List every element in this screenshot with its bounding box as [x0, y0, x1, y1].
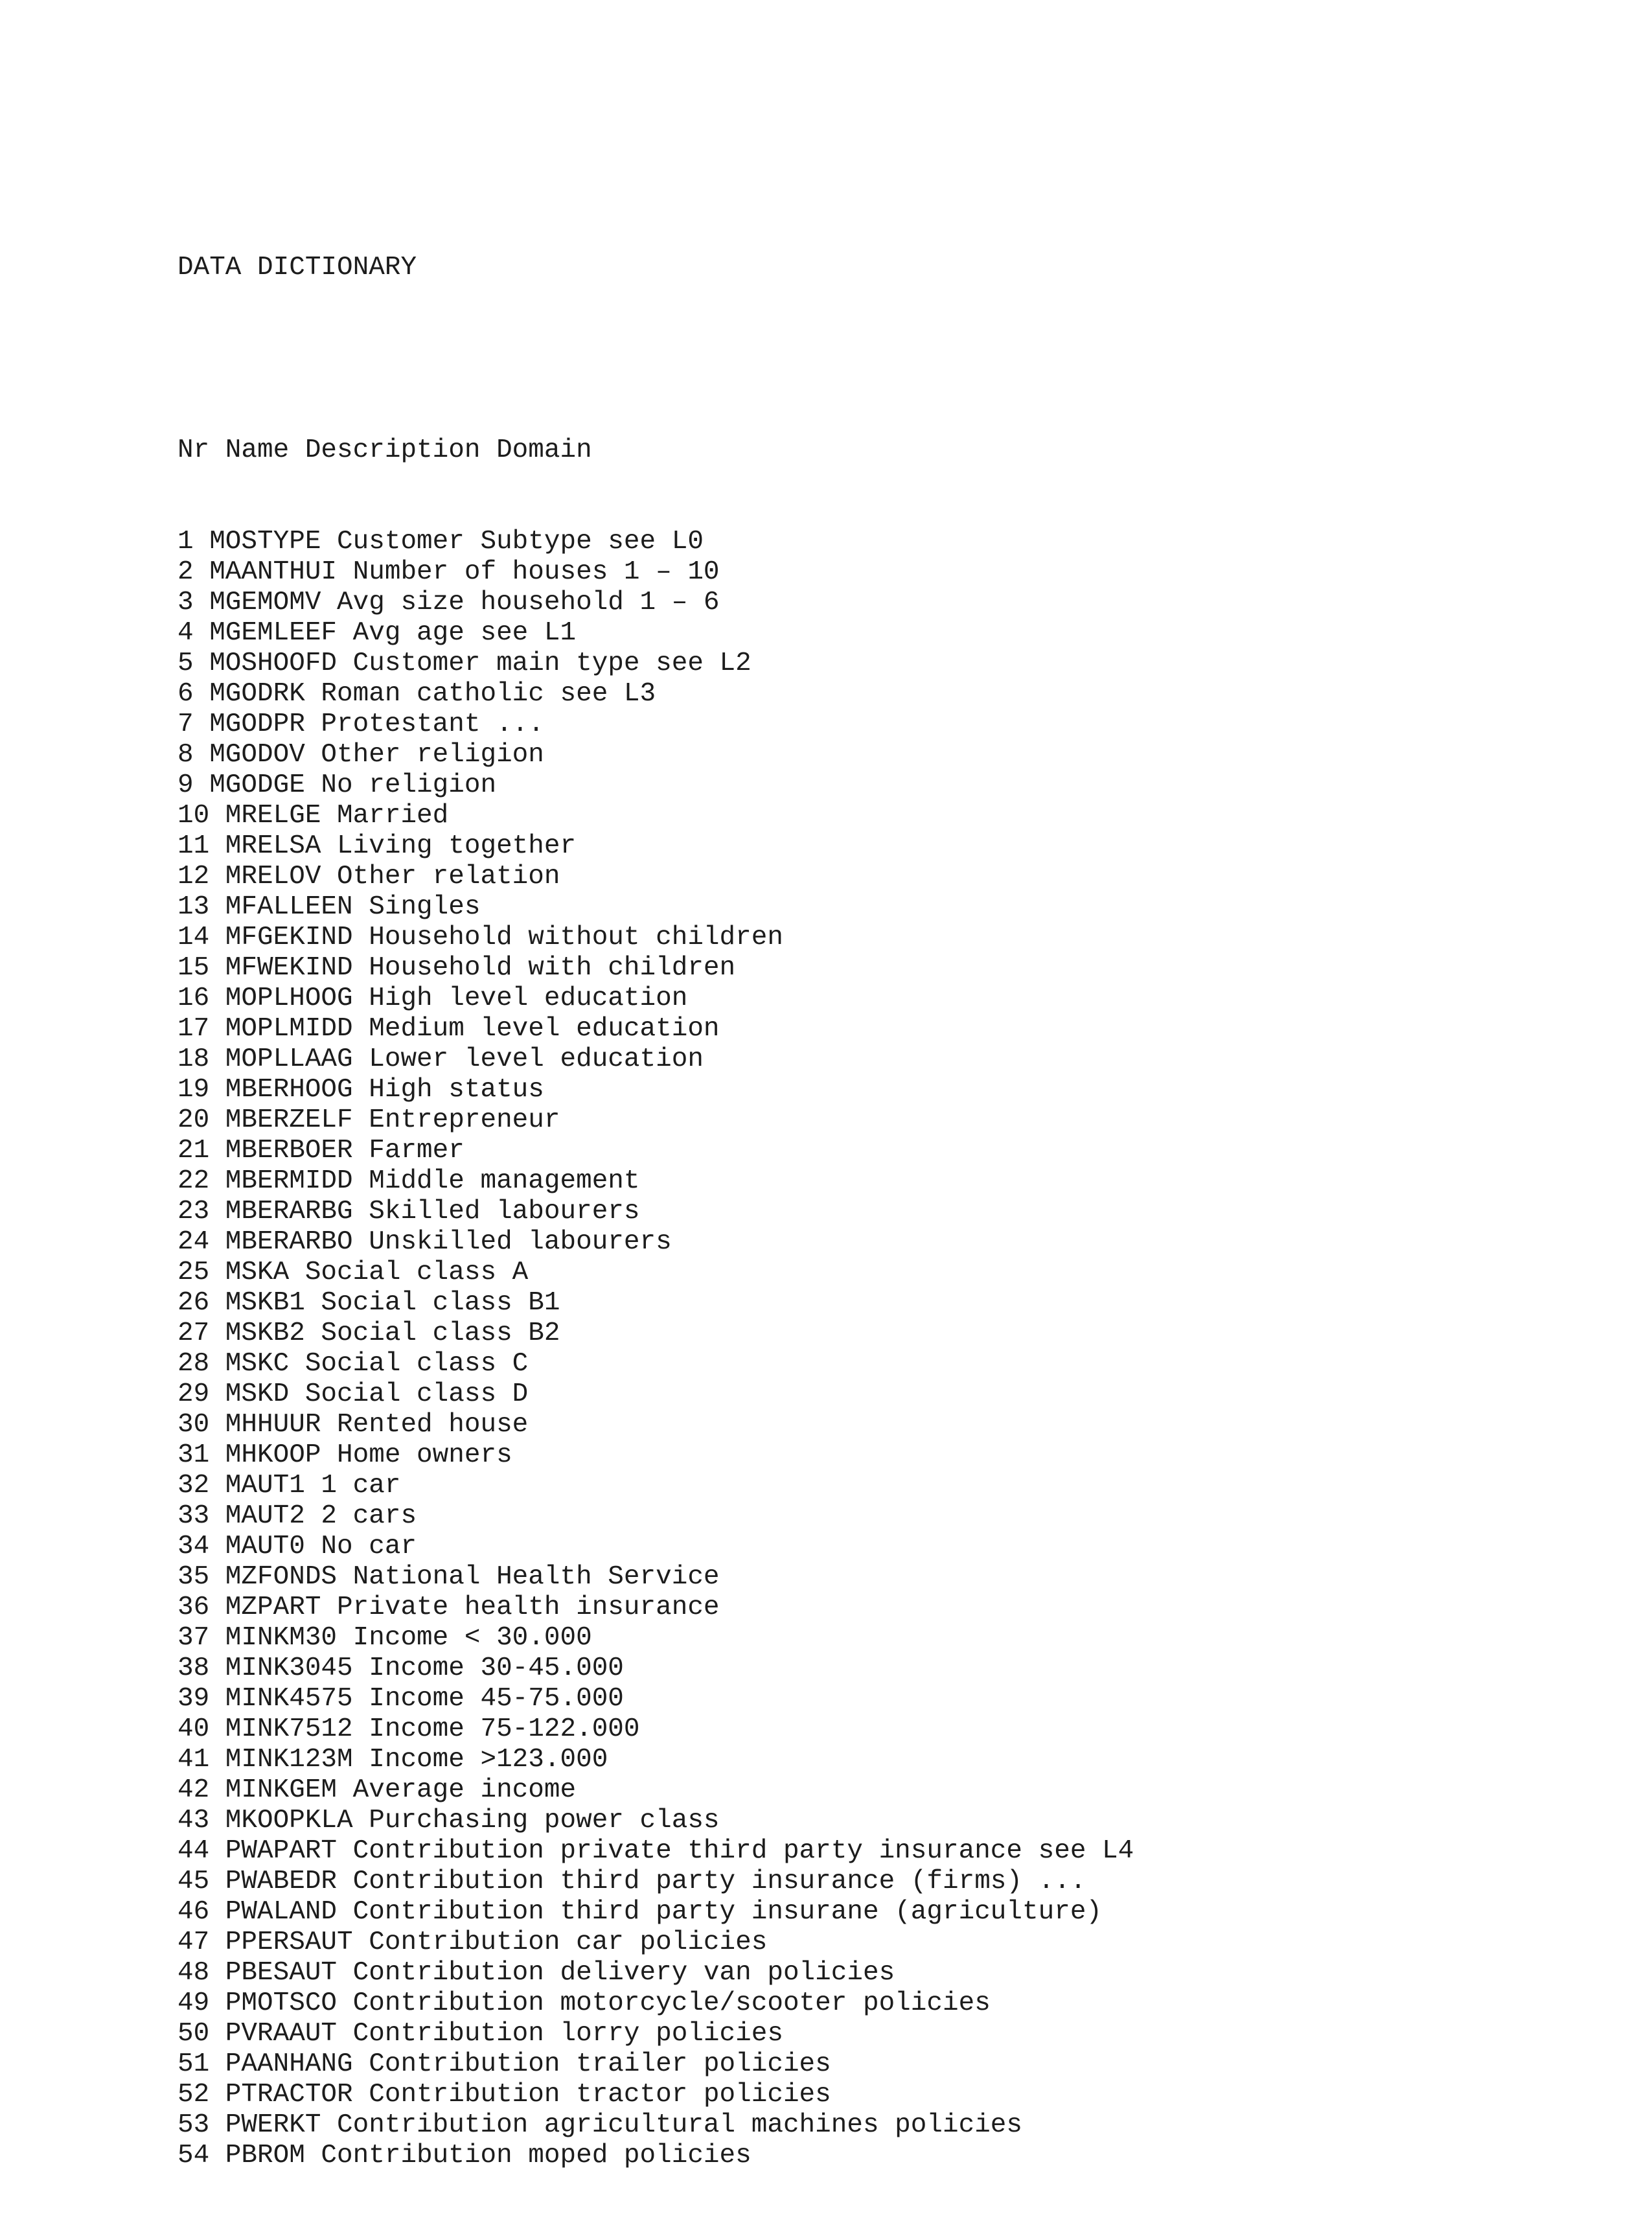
dictionary-entry: 28 MSKC Social class C [178, 1349, 529, 1379]
dictionary-entry: 16 MOPLHOOG High level education [178, 984, 688, 1013]
dictionary-list [178, 527, 1134, 2171]
dictionary-entry: 7 MGODPR Protestant ... [178, 709, 544, 739]
document-title: DATA DICTIONARY [178, 253, 417, 282]
dictionary-entry: 15 MFWEKIND Household with children [178, 953, 736, 983]
dictionary-entry: 17 MOPLMIDD Medium level education [178, 1014, 720, 1044]
column-header-line: Nr Name Description Domain [178, 435, 592, 465]
dictionary-entry: 4 MGEMLEEF Avg age see L1 [178, 618, 577, 648]
dictionary-entry: 42 MINKGEM Average income [178, 1775, 577, 1805]
dictionary-entry: 20 MBERZELF Entrepreneur [178, 1105, 560, 1135]
dictionary-entry: 44 PWAPART Contribution private third party insurance see L4 [178, 1836, 1134, 1866]
dictionary-entry: 21 MBERBOER Farmer [178, 1136, 465, 1166]
dictionary-entry: 18 MOPLLAAG Lower level education [178, 1044, 704, 1074]
dictionary-entry: 43 MKOOPKLA Purchasing power class [178, 1806, 720, 1835]
dictionary-entry: 41 MINK123M Income >123.000 [178, 1745, 608, 1775]
dictionary-entry: 8 MGODOV Other religion [178, 740, 544, 770]
dictionary-entry: 24 MBERARBO Unskilled labourers [178, 1227, 672, 1257]
dictionary-entry: 25 MSKA Social class A [178, 1258, 529, 1287]
dictionary-entry: 46 PWALAND Contribution third party insurane (agriculture) [178, 1897, 1103, 1927]
dictionary-entry: 47 PPERSAUT Contribution car policies [178, 1927, 768, 1957]
dictionary-entry: 12 MRELOV Other relation [178, 862, 560, 892]
dictionary-entry: 19 MBERHOOG High status [178, 1075, 544, 1105]
dictionary-entry: 48 PBESAUT Contribution delivery van policies [178, 1958, 895, 1988]
dictionary-entry: 32 MAUT1 1 car [178, 1471, 401, 1501]
dictionary-entry: 37 MINKM30 Income < 30.000 [178, 1623, 592, 1653]
document-content [178, 192, 1134, 2232]
dictionary-entry: 11 MRELSA Living together [178, 831, 577, 861]
dictionary-entry: 13 MFALLEEN Singles [178, 892, 481, 922]
dictionary-entry: 39 MINK4575 Income 45-75.000 [178, 1684, 624, 1714]
dictionary-entry: 54 PBROM Contribution moped policies [178, 2141, 751, 2170]
dictionary-entry: 50 PVRAAUT Contribution lorry policies [178, 2019, 783, 2049]
dictionary-entry: 27 MSKB2 Social class B2 [178, 1318, 560, 1348]
dictionary-entry: 35 MZFONDS National Health Service [178, 1562, 720, 1592]
dictionary-entry: 52 PTRACTOR Contribution tractor policies [178, 2080, 831, 2110]
dictionary-entry: 51 PAANHANG Contribution trailer policies [178, 2049, 831, 2079]
dictionary-entry: 53 PWERKT Contribution agricultural machines policies [178, 2110, 1023, 2140]
dictionary-entry: 5 MOSHOOFD Customer main type see L2 [178, 649, 751, 678]
dictionary-entry: 22 MBERMIDD Middle management [178, 1166, 640, 1196]
dictionary-entry: 40 MINK7512 Income 75-122.000 [178, 1714, 640, 1744]
blank-line [178, 344, 1134, 374]
dictionary-entry: 34 MAUT0 No car [178, 1532, 417, 1561]
dictionary-entry: 23 MBERARBG Skilled labourers [178, 1197, 640, 1226]
dictionary-entry: 45 PWABEDR Contribution third party insurance (firms) ... [178, 1867, 1086, 1896]
dictionary-entry: 38 MINK3045 Income 30-45.000 [178, 1653, 624, 1683]
dictionary-entry: 6 MGODRK Roman catholic see L3 [178, 679, 656, 709]
dictionary-entry: 10 MRELGE Married [178, 801, 449, 831]
dictionary-entry: 29 MSKD Social class D [178, 1379, 529, 1409]
dictionary-entry: 31 MHKOOP Home owners [178, 1440, 512, 1470]
dictionary-entry: 30 MHHUUR Rented house [178, 1410, 529, 1440]
dictionary-entry: 26 MSKB1 Social class B1 [178, 1288, 560, 1318]
dictionary-entry: 36 MZPART Private health insurance [178, 1593, 720, 1622]
dictionary-entry: 14 MFGEKIND Household without children [178, 923, 783, 952]
dictionary-entry: 1 MOSTYPE Customer Subtype see L0 [178, 527, 704, 557]
dictionary-entry: 3 MGEMOMV Avg size household 1 – 6 [178, 588, 720, 617]
dictionary-entry: 49 PMOTSCO Contribution motorcycle/scooter policies [178, 1988, 991, 2018]
dictionary-entry: 33 MAUT2 2 cars [178, 1501, 417, 1531]
dictionary-entry: 9 MGODGE No religion [178, 770, 497, 800]
dictionary-entry: 2 MAANTHUI Number of houses 1 – 10 [178, 557, 720, 587]
